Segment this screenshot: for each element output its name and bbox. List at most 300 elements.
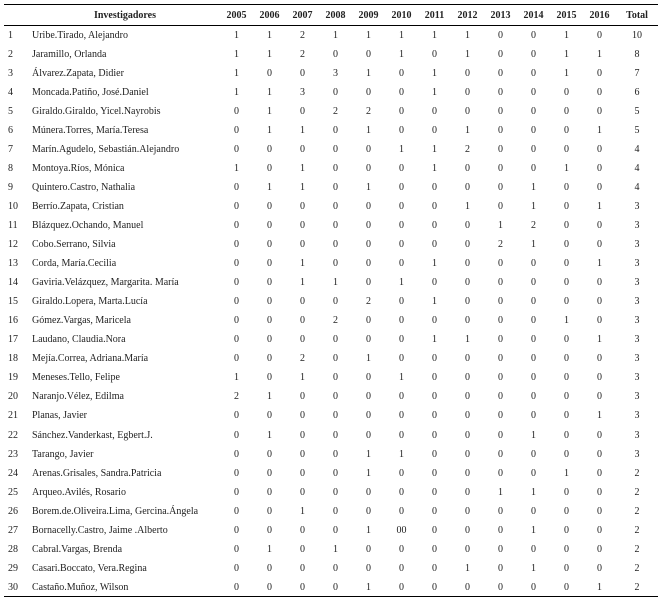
year-count: 2 — [366, 296, 371, 308]
researcher-name: Berrío.Zapata, Cristian — [32, 200, 124, 212]
header-index — [4, 5, 30, 26]
researcher-name: Mejía.Correa, Adriana.María — [32, 353, 149, 365]
row-total: 3 — [634, 219, 640, 231]
year-count: 0 — [597, 67, 602, 79]
row-index: 24 — [8, 467, 18, 479]
row-total: 2 — [616, 578, 658, 597]
year-count: 0 — [234, 353, 239, 365]
year-count: 1 — [564, 315, 569, 327]
year-count: 0 — [300, 448, 305, 460]
year-count: 0 — [432, 105, 437, 117]
year-count: 0 — [465, 181, 470, 193]
year-count: 0 — [498, 524, 503, 536]
year-count: 0 — [564, 124, 569, 136]
year-count: 0 — [597, 29, 602, 41]
researcher-name: Giraldo.Lopera, Marta.Lucía — [32, 296, 148, 308]
year-count: 1 — [597, 334, 602, 346]
year-count: 0 — [498, 277, 503, 289]
table-row — [4, 102, 658, 121]
year-count: 0 — [300, 67, 305, 79]
year-count: 1 — [583, 578, 616, 597]
table-row — [4, 64, 658, 83]
year-count: 1 — [267, 181, 272, 193]
year-count: 0 — [597, 467, 602, 479]
year-count: 0 — [399, 181, 404, 193]
row-index: 5 — [8, 105, 13, 117]
year-count: 1 — [465, 124, 470, 136]
year-count: 0 — [564, 372, 569, 384]
year-count: 0 — [333, 524, 338, 536]
year-count: 0 — [267, 448, 272, 460]
year-count: 0 — [531, 391, 536, 403]
year-count: 0 — [333, 162, 338, 174]
year-count: 0 — [366, 334, 371, 346]
year-count: 0 — [333, 410, 338, 422]
row-total: 3 — [634, 258, 640, 270]
year-count: 1 — [399, 372, 404, 384]
year-count: 0 — [333, 334, 338, 346]
year-count: 0 — [399, 162, 404, 174]
year-count: 1 — [531, 181, 536, 193]
year-count: 0 — [564, 143, 569, 155]
year-count: 0 — [399, 467, 404, 479]
year-count: 0 — [234, 219, 239, 231]
year-count: 0 — [220, 578, 253, 597]
year-count: 0 — [531, 315, 536, 327]
header-year: 2009 — [352, 5, 385, 26]
table-row — [4, 559, 658, 578]
row-total: 4 — [634, 143, 640, 155]
year-count: 0 — [498, 448, 503, 460]
year-count: 0 — [498, 67, 503, 79]
year-count: 1 — [531, 239, 536, 251]
year-count: 0 — [432, 410, 437, 422]
year-count: 0 — [498, 334, 503, 346]
year-count: 0 — [333, 48, 338, 60]
researcher-name: Múnera.Torres, María.Teresa — [32, 124, 149, 136]
header-year: 2014 — [517, 5, 550, 26]
year-count: 0 — [498, 391, 503, 403]
year-count: 0 — [465, 505, 470, 517]
year-count: 0 — [531, 277, 536, 289]
researcher-name: Uribe.Tirado, Alejandro — [32, 29, 129, 41]
year-count: 0 — [432, 467, 437, 479]
row-index: 1 — [8, 29, 13, 41]
year-count: 0 — [300, 143, 305, 155]
row-total: 3 — [634, 239, 640, 251]
year-count: 0 — [465, 67, 470, 79]
row-index: 17 — [8, 334, 18, 346]
year-count: 0 — [267, 334, 272, 346]
year-count: 0 — [333, 86, 338, 98]
header-year: 2013 — [484, 5, 517, 26]
year-count: 0 — [531, 258, 536, 270]
year-count: 1 — [597, 258, 602, 270]
year-count: 0 — [366, 486, 371, 498]
header-year: 2011 — [418, 5, 451, 26]
year-count: 2 — [366, 105, 371, 117]
table-row — [4, 406, 658, 425]
year-count: 0 — [399, 391, 404, 403]
year-count: 2 — [300, 48, 305, 60]
year-count: 0 — [267, 239, 272, 251]
year-count: 0 — [399, 543, 404, 555]
year-count: 0 — [399, 258, 404, 270]
year-count: 0 — [498, 353, 503, 365]
year-count: 0 — [432, 48, 437, 60]
row-index: 2 — [8, 48, 13, 60]
year-count: 0 — [432, 353, 437, 365]
year-count: 0 — [366, 372, 371, 384]
year-count: 0 — [432, 372, 437, 384]
year-count: 0 — [465, 486, 470, 498]
year-count: 0 — [465, 258, 470, 270]
year-count: 0 — [432, 391, 437, 403]
row-index: 8 — [8, 162, 13, 174]
researcher-name: Laudano, Claudia.Nora — [32, 334, 126, 346]
year-count: 1 — [300, 181, 305, 193]
year-count: 0 — [399, 219, 404, 231]
year-count: 3 — [333, 67, 338, 79]
year-count: 1 — [465, 29, 470, 41]
researcher-name: Blázquez.Ochando, Manuel — [32, 219, 144, 231]
header-year: 2012 — [451, 5, 484, 26]
year-count: 1 — [366, 181, 371, 193]
row-total: 3 — [634, 448, 640, 460]
year-count: 0 — [465, 524, 470, 536]
header-year: 2015 — [550, 5, 583, 26]
year-count: 1 — [300, 372, 305, 384]
row-index: 12 — [8, 239, 18, 251]
year-count: 0 — [333, 353, 338, 365]
year-count: 0 — [564, 429, 569, 441]
year-count: 2 — [498, 239, 503, 251]
year-count: 0 — [267, 467, 272, 479]
row-index: 20 — [8, 391, 18, 403]
year-count: 0 — [300, 296, 305, 308]
year-count: 0 — [234, 505, 239, 517]
table-row — [4, 254, 658, 273]
year-count: 0 — [531, 410, 536, 422]
table-body — [4, 26, 658, 597]
year-count: 0 — [399, 315, 404, 327]
year-count: 1 — [267, 48, 272, 60]
year-count: 1 — [432, 86, 437, 98]
table-row — [4, 578, 658, 597]
year-count: 0 — [564, 353, 569, 365]
year-count: 0 — [234, 258, 239, 270]
year-count: 0 — [399, 562, 404, 574]
year-count: 1 — [366, 67, 371, 79]
row-total: 10 — [632, 29, 642, 41]
table-row — [4, 483, 658, 502]
researcher-name: Gómez.Vargas, Maricela — [32, 315, 131, 327]
year-count: 1 — [234, 48, 239, 60]
year-count: 0 — [300, 543, 305, 555]
year-count: 0 — [366, 277, 371, 289]
year-count: 0 — [234, 524, 239, 536]
year-count: 2 — [531, 219, 536, 231]
year-count: 1 — [366, 353, 371, 365]
row-index: 14 — [8, 277, 18, 289]
researcher-name: Moncada.Patiño, José.Daniel — [32, 86, 149, 98]
row-index: 4 — [8, 86, 13, 98]
year-count: 0 — [333, 448, 338, 460]
row-total: 2 — [634, 562, 640, 574]
year-count: 2 — [333, 105, 338, 117]
year-count: 0 — [597, 353, 602, 365]
year-count: 0 — [399, 486, 404, 498]
year-count: 1 — [300, 258, 305, 270]
year-count: 0 — [300, 467, 305, 479]
year-count: 0 — [432, 219, 437, 231]
year-count: 1 — [432, 67, 437, 79]
year-count: 0 — [451, 578, 484, 597]
year-count: 0 — [564, 219, 569, 231]
year-count: 0 — [498, 505, 503, 517]
year-count: 0 — [531, 67, 536, 79]
row-index: 19 — [8, 372, 18, 384]
year-count: 0 — [234, 105, 239, 117]
year-count: 0 — [597, 219, 602, 231]
year-count: 0 — [465, 86, 470, 98]
year-count: 0 — [333, 467, 338, 479]
year-count: 0 — [564, 105, 569, 117]
year-count: 0 — [465, 448, 470, 460]
row-total: 2 — [634, 524, 640, 536]
year-count: 0 — [465, 105, 470, 117]
year-count: 0 — [366, 258, 371, 270]
row-total: 5 — [634, 124, 640, 136]
year-count: 0 — [465, 219, 470, 231]
researcher-name: Giraldo.Giraldo, Yicel.Nayrobis — [32, 105, 161, 117]
row-total: 2 — [634, 467, 640, 479]
year-count: 0 — [465, 277, 470, 289]
row-total: 3 — [634, 277, 640, 289]
row-total: 8 — [634, 48, 640, 60]
researcher-name: Borem.de.Oliveira.Lima, Gercina.Ángela — [32, 505, 199, 517]
year-count: 1 — [465, 334, 470, 346]
researcher-name: Álvarez.Zapata, Didier — [32, 67, 124, 79]
year-count: 0 — [465, 410, 470, 422]
year-count: 0 — [564, 334, 569, 346]
year-count: 2 — [234, 391, 239, 403]
year-count: 0 — [564, 486, 569, 498]
header-year: 2006 — [253, 5, 286, 26]
year-count: 0 — [267, 524, 272, 536]
year-count: 0 — [267, 143, 272, 155]
year-count: 0 — [432, 543, 437, 555]
year-count: 0 — [498, 410, 503, 422]
year-count: 0 — [498, 200, 503, 212]
year-count: 0 — [234, 467, 239, 479]
year-count: 1 — [333, 543, 338, 555]
table-row — [4, 502, 658, 521]
row-total: 3 — [634, 334, 640, 346]
year-count: 0 — [564, 181, 569, 193]
year-count: 0 — [333, 143, 338, 155]
year-count: 0 — [267, 219, 272, 231]
researchers-table — [4, 4, 658, 597]
year-count: 1 — [432, 296, 437, 308]
row-index: 6 — [8, 124, 13, 136]
year-count: 0 — [597, 143, 602, 155]
year-count: 1 — [399, 277, 404, 289]
year-count: 0 — [597, 391, 602, 403]
year-count: 1 — [234, 67, 239, 79]
year-count: 1 — [267, 429, 272, 441]
year-count: 0 — [564, 391, 569, 403]
year-count: 2 — [465, 143, 470, 155]
year-count: 0 — [498, 372, 503, 384]
year-count: 1 — [366, 467, 371, 479]
row-total: 3 — [634, 353, 640, 365]
researcher-name: Marín.Agudelo, Sebastián.Alejandro — [32, 143, 180, 155]
year-count: 0 — [300, 391, 305, 403]
row-index: 28 — [8, 543, 18, 555]
year-count: 0 — [465, 543, 470, 555]
year-count: 1 — [597, 124, 602, 136]
year-count: 0 — [234, 410, 239, 422]
year-count: 0 — [234, 124, 239, 136]
year-count: 0 — [366, 391, 371, 403]
table-row — [4, 140, 658, 159]
year-count: 0 — [234, 143, 239, 155]
year-count: 0 — [465, 391, 470, 403]
year-count: 1 — [267, 29, 272, 41]
year-count: 0 — [432, 200, 437, 212]
year-count: 1 — [597, 200, 602, 212]
year-count: 0 — [333, 505, 338, 517]
year-count: 0 — [432, 486, 437, 498]
year-count: 0 — [300, 200, 305, 212]
year-count: 0 — [399, 67, 404, 79]
researcher-name: Arqueo.Avilés, Rosario — [32, 486, 126, 498]
row-total: 3 — [634, 296, 640, 308]
year-count: 0 — [498, 86, 503, 98]
year-count: 0 — [498, 467, 503, 479]
year-count: 2 — [300, 29, 305, 41]
year-count: 1 — [234, 372, 239, 384]
year-count: 1 — [432, 143, 437, 155]
year-count: 0 — [333, 124, 338, 136]
year-count: 0 — [333, 181, 338, 193]
table-row — [4, 540, 658, 559]
year-count: 0 — [564, 505, 569, 517]
year-count: 1 — [399, 29, 404, 41]
year-count: 0 — [597, 296, 602, 308]
row-index: 25 — [8, 486, 18, 498]
year-count: 0 — [333, 372, 338, 384]
year-count: 0 — [432, 448, 437, 460]
row-total: 2 — [634, 543, 640, 555]
year-count: 1 — [564, 48, 569, 60]
row-total: 2 — [634, 505, 640, 517]
year-count: 0 — [564, 296, 569, 308]
year-count: 1 — [432, 334, 437, 346]
year-count: 0 — [465, 315, 470, 327]
row-index: 23 — [8, 448, 18, 460]
year-count: 1 — [465, 562, 470, 574]
researcher-name: Montoya.Ríos, Mónica — [32, 162, 125, 174]
year-count: 0 — [498, 258, 503, 270]
year-count: 1 — [366, 124, 371, 136]
year-count: 0 — [234, 181, 239, 193]
year-count: 1 — [432, 29, 437, 41]
year-count: 0 — [597, 524, 602, 536]
year-count: 0 — [531, 353, 536, 365]
year-count: 0 — [465, 429, 470, 441]
year-count: 0 — [564, 562, 569, 574]
year-count: 0 — [564, 239, 569, 251]
year-count: 0 — [267, 315, 272, 327]
year-count: 0 — [418, 578, 451, 597]
table-row — [4, 311, 658, 330]
year-count: 1 — [465, 200, 470, 212]
year-count: 0 — [399, 200, 404, 212]
year-count: 0 — [432, 505, 437, 517]
researcher-name: Castaño.Muñoz, Wilson — [30, 578, 220, 597]
year-count: 0 — [385, 578, 418, 597]
header-year: 2008 — [319, 5, 352, 26]
year-count: 0 — [531, 162, 536, 174]
year-count: 0 — [465, 353, 470, 365]
table-row — [4, 178, 658, 197]
year-count: 0 — [399, 334, 404, 346]
year-count: 0 — [267, 505, 272, 517]
row-index: 26 — [8, 505, 18, 517]
row-total: 3 — [634, 315, 640, 327]
year-count: 0 — [300, 410, 305, 422]
year-count: 0 — [498, 315, 503, 327]
table-row — [4, 273, 658, 292]
researcher-name: Quintero.Castro, Nathalia — [32, 181, 136, 193]
year-count: 0 — [300, 334, 305, 346]
year-count: 0 — [597, 505, 602, 517]
year-count: 0 — [498, 29, 503, 41]
table-row — [4, 445, 658, 464]
year-count: 0 — [366, 219, 371, 231]
year-count: 1 — [531, 429, 536, 441]
year-count: 0 — [399, 86, 404, 98]
year-count: 1 — [399, 48, 404, 60]
year-count: 0 — [267, 200, 272, 212]
year-count: 0 — [366, 86, 371, 98]
header-year: 2010 — [385, 5, 418, 26]
year-count: 0 — [564, 543, 569, 555]
row-total: 2 — [634, 486, 640, 498]
row-total: 6 — [634, 86, 640, 98]
year-count: 0 — [564, 410, 569, 422]
year-count: 0 — [234, 543, 239, 555]
year-count: 0 — [267, 372, 272, 384]
year-count: 0 — [267, 562, 272, 574]
row-index: 16 — [8, 315, 18, 327]
year-count: 0 — [399, 410, 404, 422]
year-count: 0 — [300, 524, 305, 536]
year-count: 0 — [498, 48, 503, 60]
year-count: 0 — [498, 162, 503, 174]
header-year: 2016 — [583, 5, 616, 26]
year-count: 0 — [432, 562, 437, 574]
year-count: 0 — [333, 562, 338, 574]
year-count: 0 — [531, 448, 536, 460]
year-count: 0 — [597, 448, 602, 460]
year-count: 0 — [234, 334, 239, 346]
year-count: 0 — [531, 372, 536, 384]
year-count: 0 — [597, 315, 602, 327]
year-count: 0 — [366, 48, 371, 60]
